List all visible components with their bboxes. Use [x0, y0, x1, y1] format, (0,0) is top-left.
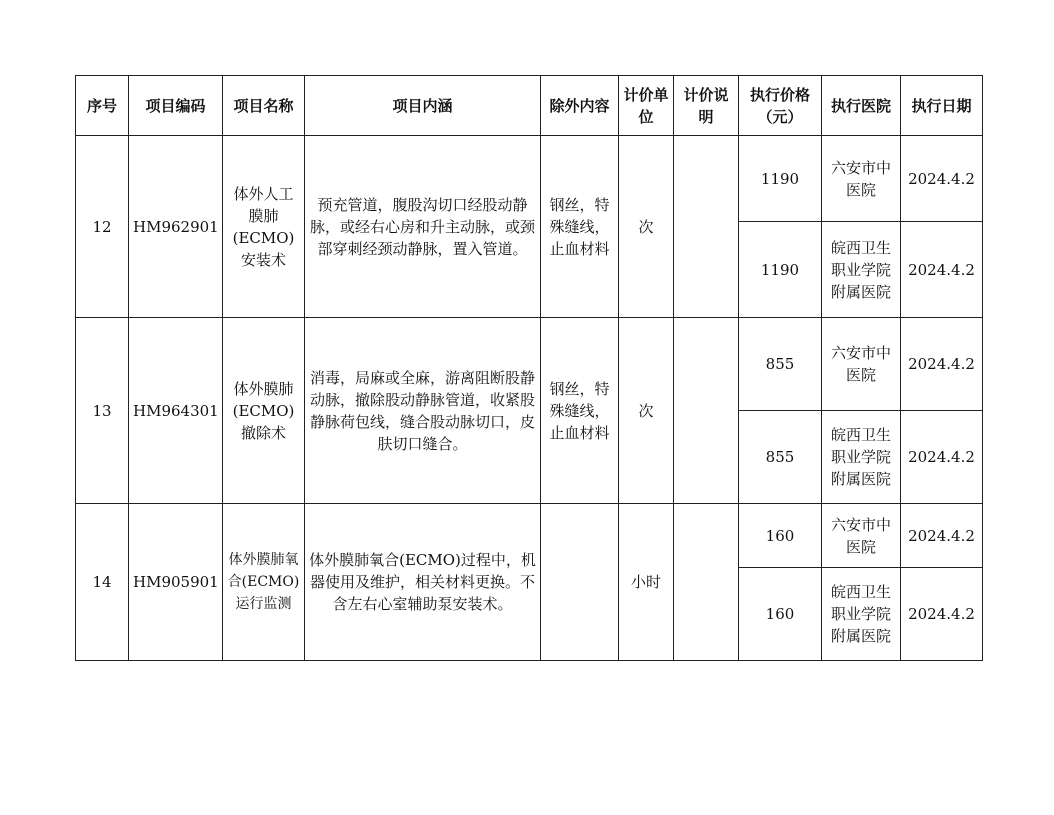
cell-name: 体外膜肺氧合(ECMO)运行监测 — [223, 504, 305, 661]
cell-hospital: 皖西卫生职业学院附属医院 — [822, 411, 901, 504]
header-seq: 序号 — [76, 76, 129, 136]
cell-seq: 14 — [76, 504, 129, 661]
cell-date: 2024.4.2 — [901, 411, 983, 504]
header-note: 计价说明 — [674, 76, 739, 136]
cell-unit: 次 — [619, 318, 674, 504]
cell-price: 1190 — [739, 136, 822, 222]
cell-price: 160 — [739, 568, 822, 661]
cell-price: 855 — [739, 411, 822, 504]
cell-hospital: 六安市中医院 — [822, 136, 901, 222]
cell-hospital: 六安市中医院 — [822, 318, 901, 411]
cell-content: 消毒，局麻或全麻，游离阻断股静动脉，撤除股动静脉管道，收紧股静脉荷包线，缝合股动脉切口，皮肤切口缝合。 — [305, 318, 541, 504]
cell-note — [674, 136, 739, 318]
price-table — [75, 75, 983, 661]
cell-date: 2024.4.2 — [901, 568, 983, 661]
header-exclusion: 除外内容 — [541, 76, 619, 136]
cell-seq: 12 — [76, 136, 129, 318]
cell-exclusion: 钢丝，特殊缝线，止血材料 — [541, 318, 619, 504]
cell-unit: 次 — [619, 136, 674, 318]
cell-price: 160 — [739, 504, 822, 568]
header-row — [76, 76, 983, 136]
cell-content: 体外膜肺氧合(ECMO)过程中，机器使用及维护，相关材料更换。不含左右心室辅助泵安装术。 — [305, 504, 541, 661]
cell-seq: 13 — [76, 318, 129, 504]
header-content: 项目内涵 — [305, 76, 541, 136]
cell-code: HM962901 — [129, 136, 223, 318]
cell-name: 体外人工膜肺(ECMO)安装术 — [223, 136, 305, 318]
cell-date: 2024.4.2 — [901, 504, 983, 568]
cell-unit: 小时 — [619, 504, 674, 661]
header-hospital: 执行医院 — [822, 76, 901, 136]
cell-note — [674, 504, 739, 661]
cell-hospital: 皖西卫生职业学院附属医院 — [822, 222, 901, 318]
cell-date: 2024.4.2 — [901, 222, 983, 318]
cell-exclusion — [541, 504, 619, 661]
cell-content: 预充管道，腹股沟切口经股动静脉，或经右心房和升主动脉，或颈部穿刺经颈动静脉，置入管道。 — [305, 136, 541, 318]
cell-code: HM964301 — [129, 318, 223, 504]
cell-code: HM905901 — [129, 504, 223, 661]
cell-hospital: 六安市中医院 — [822, 504, 901, 568]
cell-price: 1190 — [739, 222, 822, 318]
cell-hospital: 皖西卫生职业学院附属医院 — [822, 568, 901, 661]
cell-price: 855 — [739, 318, 822, 411]
cell-note — [674, 318, 739, 504]
cell-date: 2024.4.2 — [901, 136, 983, 222]
header-price: 执行价格（元） — [739, 76, 822, 136]
cell-date: 2024.4.2 — [901, 318, 983, 411]
header-name: 项目名称 — [223, 76, 305, 136]
cell-name: 体外膜肺(ECMO)撤除术 — [223, 318, 305, 504]
table-row — [76, 136, 983, 222]
table-row — [76, 504, 983, 568]
header-unit: 计价单位 — [619, 76, 674, 136]
header-date: 执行日期 — [901, 76, 983, 136]
header-code: 项目编码 — [129, 76, 223, 136]
cell-exclusion: 钢丝，特殊缝线，止血材料 — [541, 136, 619, 318]
table-row — [76, 318, 983, 411]
